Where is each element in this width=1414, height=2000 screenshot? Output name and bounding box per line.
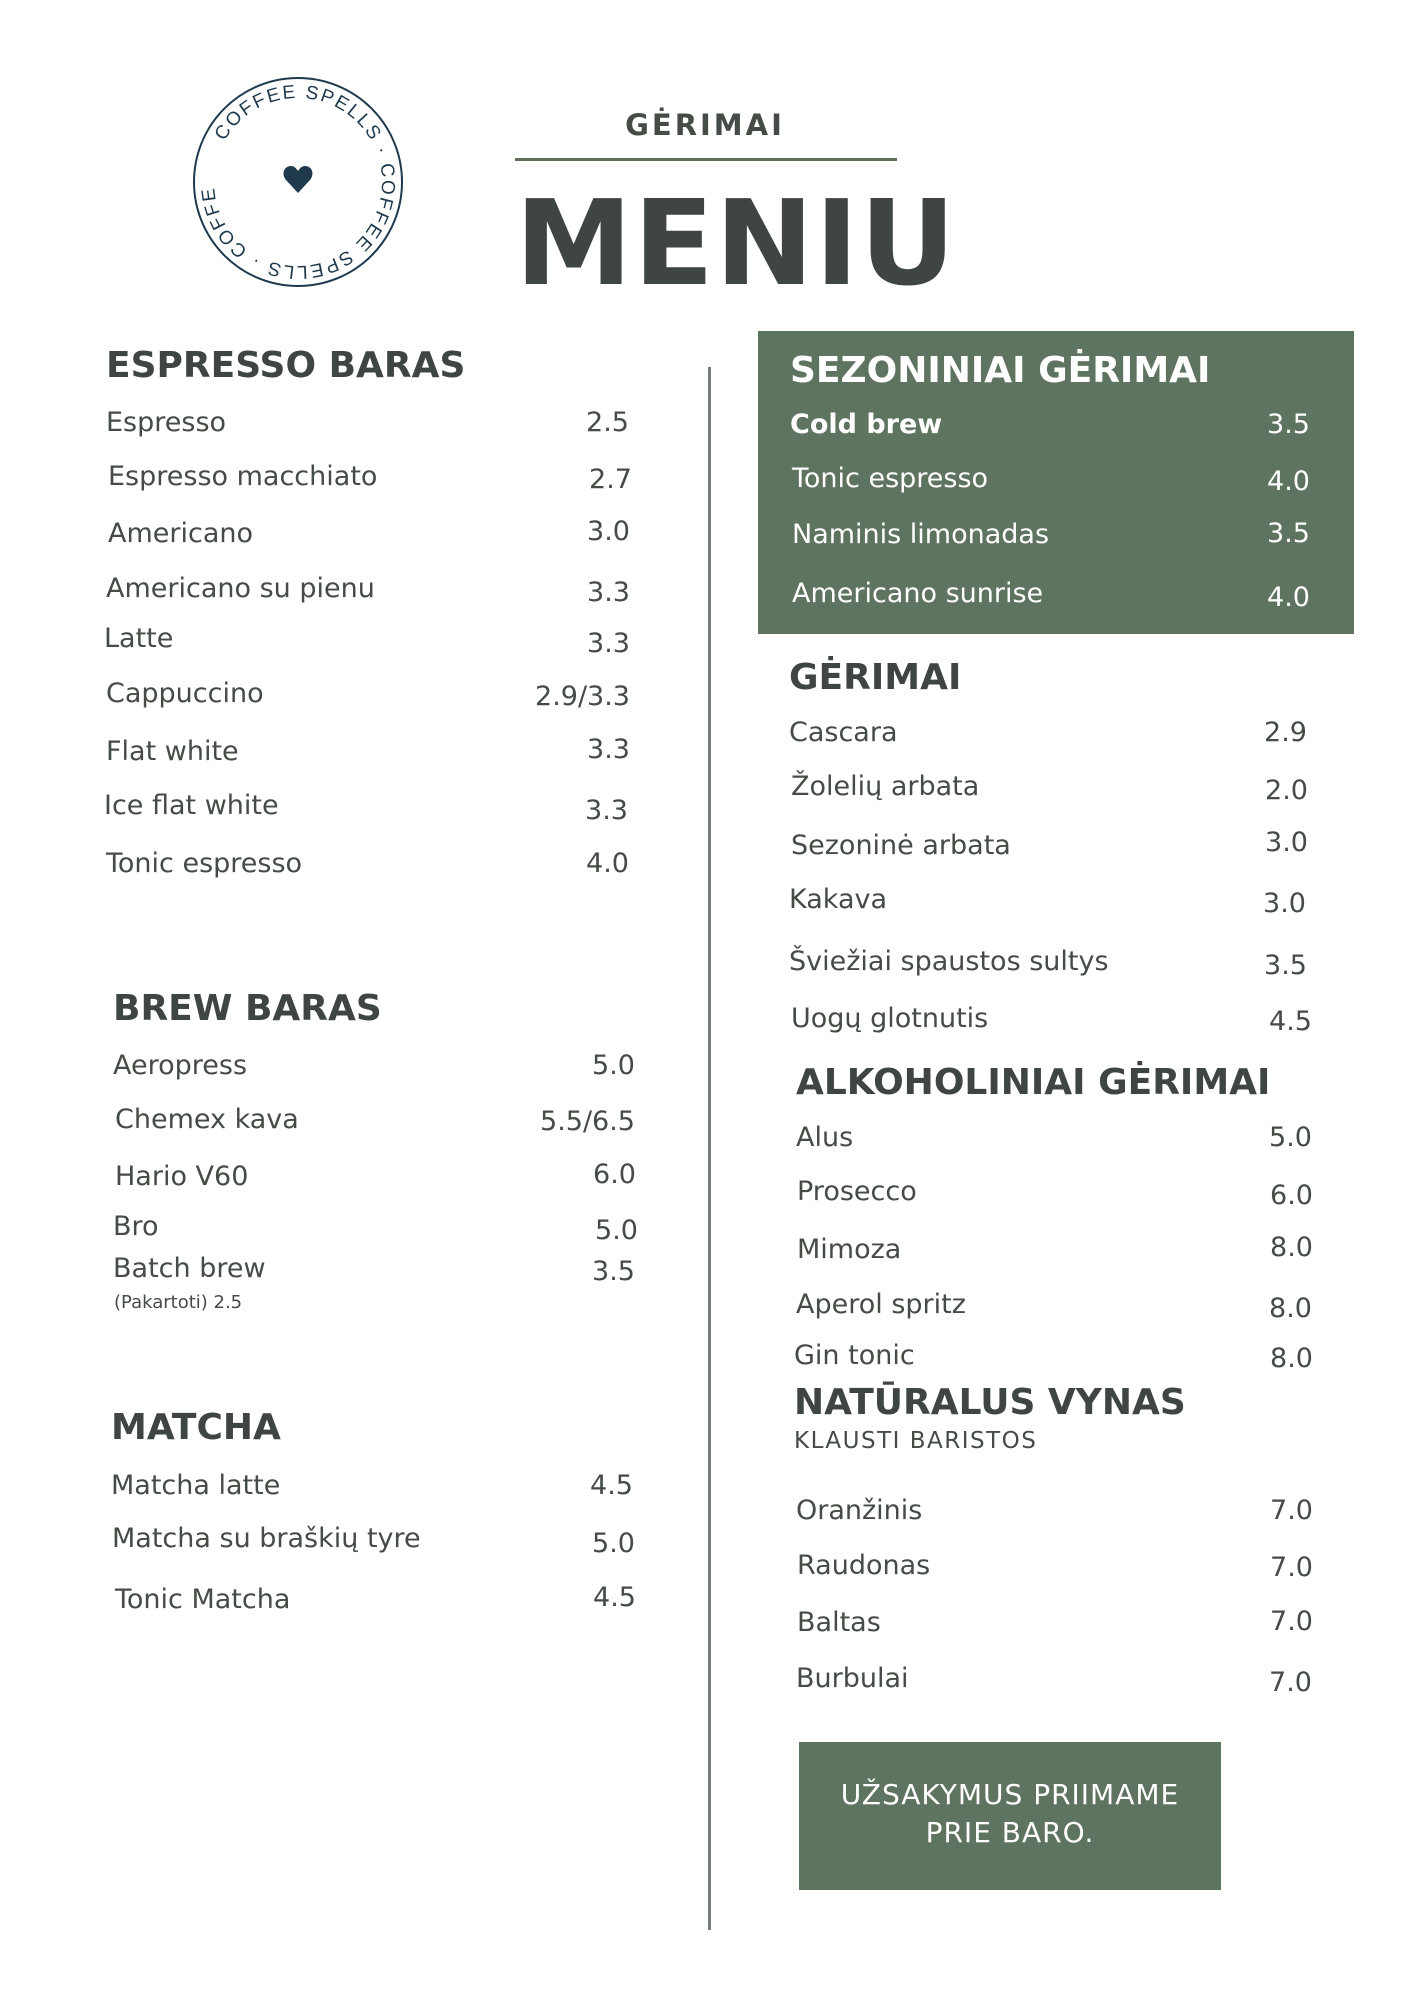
- header-subtitle: GĖRIMAI: [625, 108, 785, 142]
- drinks-item-price: 4.5: [1269, 1006, 1312, 1037]
- wine-item-price: 7.0: [1270, 1552, 1313, 1583]
- brew-item-price: 5.0: [592, 1050, 635, 1081]
- drinks-item-name: Šviežiai spaustos sultys: [789, 946, 1109, 977]
- espresso-item-price: 3.0: [587, 516, 630, 547]
- espresso-item-price: 3.3: [587, 734, 630, 765]
- espresso-section-title: ESPRESSO BARAS: [106, 345, 466, 386]
- matcha-item-price: 5.0: [592, 1528, 635, 1559]
- espresso-item-price: 2.9/3.3: [535, 681, 630, 712]
- seasonal-item-price: 4.0: [1267, 466, 1310, 497]
- seasonal-item-price: 3.5: [1267, 409, 1310, 440]
- wine-caption: KLAUSTI BARISTOS: [794, 1428, 1038, 1454]
- header-rule: [515, 158, 897, 161]
- brew-item-price: 5.0: [595, 1215, 638, 1246]
- matcha-item-name: Matcha su braškių tyre: [112, 1523, 421, 1554]
- espresso-item-name: Flat white: [106, 736, 239, 767]
- seasonal-item-price: 4.0: [1267, 582, 1310, 613]
- brew-item-name: Hario V60: [115, 1161, 249, 1192]
- alcohol-item-price: 8.0: [1269, 1293, 1312, 1324]
- espresso-item-name: Americano: [108, 518, 254, 549]
- order-notice-line2: PRIE BARO.: [925, 1816, 1095, 1849]
- brew-item-name: Batch brew: [113, 1253, 266, 1284]
- espresso-item-price: 3.3: [587, 577, 630, 608]
- espresso-item-price: 4.0: [586, 848, 629, 879]
- alcohol-section-title: ALKOHOLINIAI GĖRIMAI: [796, 1062, 1271, 1103]
- seasonal-item-name: Cold brew: [790, 409, 943, 440]
- wine-item-name: Raudonas: [797, 1550, 931, 1581]
- drinks-item-price: 3.0: [1263, 888, 1306, 919]
- espresso-item-name: Espresso macchiato: [108, 461, 378, 492]
- drinks-item-name: Sezoninė arbata: [791, 830, 1011, 861]
- drinks-item-name: Uogų glotnutis: [791, 1003, 989, 1034]
- brew-section-title: BREW BARAS: [113, 988, 382, 1029]
- brew-item-price: 6.0: [593, 1159, 636, 1190]
- brew-item-name: Chemex kava: [115, 1104, 299, 1135]
- espresso-item-name: Latte: [104, 623, 174, 654]
- matcha-item-price: 4.5: [590, 1470, 633, 1501]
- espresso-item-price: 3.3: [585, 795, 628, 826]
- seasonal-item-name: Tonic espresso: [792, 463, 989, 494]
- alcohol-item-name: Mimoza: [797, 1234, 902, 1265]
- drinks-item-price: 2.0: [1265, 775, 1308, 806]
- espresso-item-name: Ice flat white: [104, 790, 279, 821]
- matcha-item-name: Matcha latte: [111, 1470, 281, 1501]
- espresso-item-name: Cappuccino: [106, 678, 264, 709]
- alcohol-item-price: 8.0: [1270, 1232, 1313, 1263]
- alcohol-item-name: Alus: [796, 1122, 854, 1153]
- brew-item-price: 5.5/6.5: [540, 1106, 635, 1137]
- wine-item-name: Baltas: [797, 1607, 881, 1638]
- alcohol-item-price: 8.0: [1270, 1343, 1313, 1374]
- espresso-item-price: 3.3: [587, 628, 630, 659]
- seasonal-item-name: Americano sunrise: [792, 578, 1044, 609]
- wine-item-name: Burbulai: [796, 1663, 909, 1694]
- heart-icon: [284, 166, 313, 193]
- wine-section-title: NATŪRALUS VYNAS: [794, 1382, 1186, 1423]
- wine-item-price: 7.0: [1270, 1606, 1313, 1637]
- seasonal-item-price: 3.5: [1267, 518, 1310, 549]
- espresso-item-name: Americano su pienu: [106, 573, 375, 604]
- alcohol-item-price: 5.0: [1269, 1122, 1312, 1153]
- order-notice-line1: UŽSAKYMUS PRIIMAME: [840, 1778, 1180, 1811]
- brew-item-name: Aeropress: [113, 1050, 248, 1081]
- brew-item-price: 3.5: [592, 1256, 635, 1287]
- order-notice-box: [799, 1742, 1221, 1890]
- matcha-section-title: MATCHA: [111, 1407, 281, 1448]
- wine-item-price: 7.0: [1270, 1495, 1313, 1526]
- drinks-item-price: 3.5: [1264, 950, 1307, 981]
- espresso-item-price: 2.5: [586, 407, 629, 438]
- alcohol-item-name: Gin tonic: [794, 1340, 915, 1371]
- column-divider: [708, 367, 711, 1930]
- drinks-item-price: 2.9: [1264, 717, 1307, 748]
- batch-brew-refill-note: (Pakartoti) 2.5: [114, 1292, 243, 1313]
- seasonal-section-title: SEZONINIAI GĖRIMAI: [790, 350, 1211, 391]
- page-title: MENIU: [515, 174, 957, 312]
- matcha-item-name: Tonic Matcha: [115, 1584, 291, 1615]
- drinks-item-price: 3.0: [1265, 827, 1308, 858]
- espresso-item-name: Espresso: [106, 407, 227, 438]
- drinks-item-name: Cascara: [789, 717, 898, 748]
- drinks-section-title: GĖRIMAI: [789, 657, 962, 698]
- espresso-item-name: Tonic espresso: [106, 848, 303, 879]
- wine-item-name: Oranžinis: [796, 1495, 923, 1526]
- alcohol-item-name: Prosecco: [797, 1176, 917, 1207]
- logo-ring-text: COFFEE SPELLS · COFFEE SPELLS · COFFE: [197, 81, 399, 283]
- drinks-item-name: Kakava: [789, 884, 888, 915]
- wine-item-price: 7.0: [1269, 1667, 1312, 1698]
- brew-item-name: Bro: [113, 1211, 159, 1242]
- matcha-item-price: 4.5: [593, 1582, 636, 1613]
- alcohol-item-price: 6.0: [1270, 1180, 1313, 1211]
- drinks-item-name: Žolelių arbata: [791, 771, 980, 802]
- alcohol-item-name: Aperol spritz: [796, 1289, 966, 1320]
- coffee-spells-logo: [188, 72, 408, 292]
- seasonal-item-name: Naminis limonadas: [792, 519, 1050, 550]
- espresso-item-price: 2.7: [589, 464, 632, 495]
